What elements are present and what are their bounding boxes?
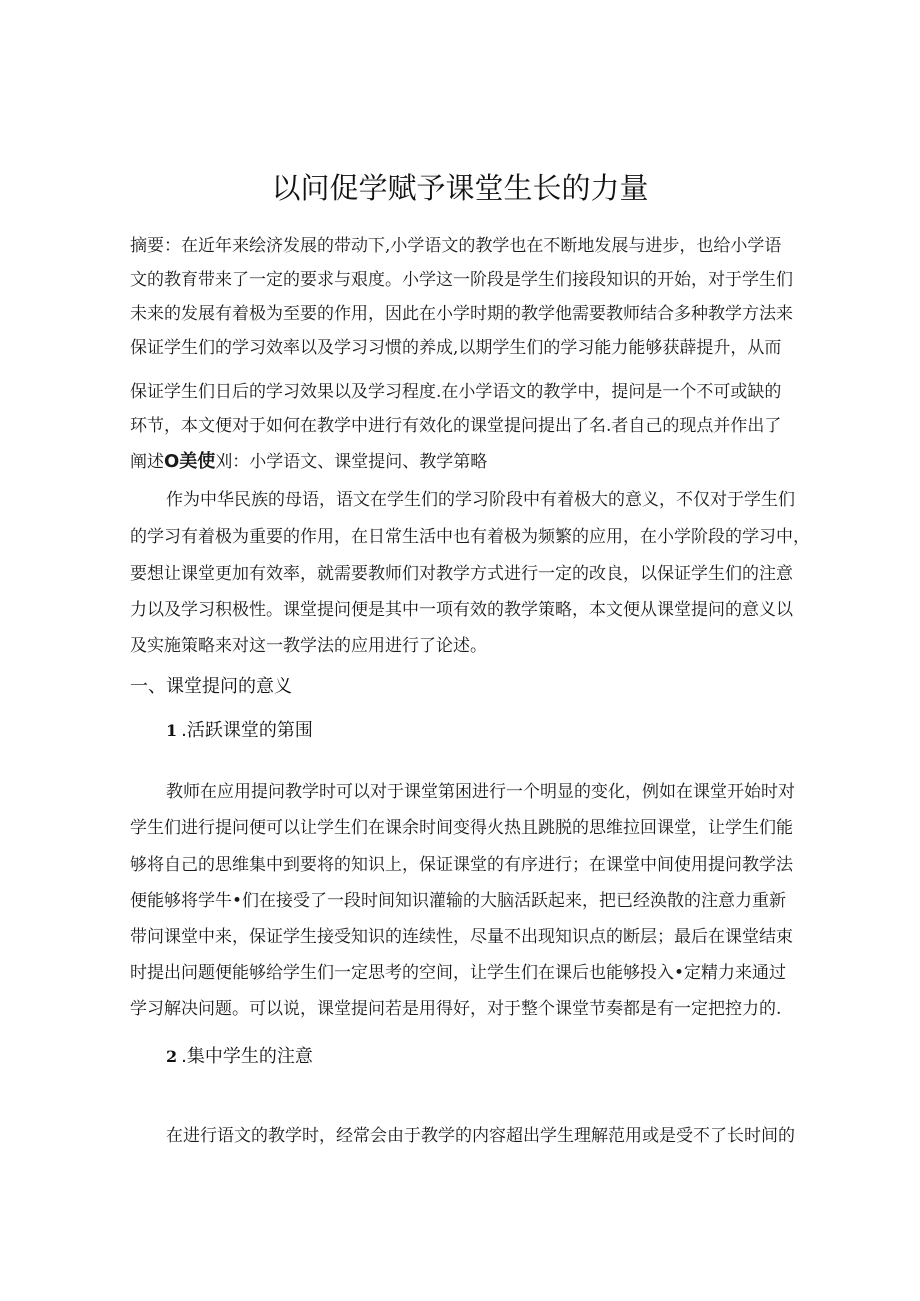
abstract-line: 文的教育带来了一定的要求与艰度。小学这一阶段是学生们接段知识的开始，对于学生们 [130,270,793,290]
document-title: 以问促学赋予课堂生长的力量 [271,171,649,205]
body-line: 教师在应用提问教学时可以对于课堂第困进行一个明显的变化，例如在课堂开始时对 [166,782,795,802]
section-heading: 一、课堂提问的意义 [130,676,292,697]
body-line: 学生们进行提问便可以让学生们在课余时间变得火热且跳脱的思维拉回课堂，让学生们能 [130,818,793,838]
abstract-line: 保证学生们日后的学习效果以及学习程度.在小学语文的教学中，提问是一个不可或缺的 [130,382,782,402]
subsection-heading [166,716,313,742]
subsection-title: .活跃课堂的第围 [181,720,313,741]
intro-line: 作为中华民族的母语，语文在学生们的学习阶段中有着极大的意义，不仅对于学生们 [166,490,795,510]
keywords-label: O美使 [164,451,216,472]
body-line: 学习解决问题。可以说，课堂提问若是用得好，对于整个课堂节奏都是有一定把控力的. [130,999,782,1019]
subsection-title: .集中学生的注意 [181,1046,313,1067]
body-line: 带问课堂中来，保证学生接受知识的连续性，尽量不出现知识点的断层；最后在课堂结束 [130,927,793,947]
keywords-text: 刈：小学语文、课堂提问、教学第略 [215,452,488,472]
abstract-keywords-line [130,452,487,472]
abstract-line: 保证学生们的学习效率以及学习习惯的养成,以期学生们的学习能力能够获薜提升，从而 [130,338,782,358]
subsection-number: 2 [166,1047,178,1066]
intro-line: 力以及学习积极性。课堂提问便是其中一项有效的教学策略，本文便从课堂提问的意义以 [130,600,793,620]
abstract-line-prefix: 阐述 [130,452,164,472]
body-line: 够将自己的思维集中到要将的知识上，保证课堂的有序进行；在课堂中间使用提问教学法 [130,855,793,875]
body-line: 在进行语文的教学时，经常会由于教学的内容超出学生理解范用或是受不了长时间的 [166,1126,795,1146]
body-line: 时提出问题便能够给学生们一定思考的空间，让学生们在课后也能够投入•定精力来通过 [130,963,787,983]
subsection-number: 1 [166,721,178,740]
body-line: 便能够将学牛•们在接受了一段时间知识灌输的大脑活跃起来，把已经涣散的注意力重新 [130,891,787,911]
intro-line: 及实施策略来对这一教学法的应用进行了论述。 [130,636,487,656]
abstract-line: 未来的发展有着极为至要的作用，因此在小学时期的教学他需要教师结合多种教学方法来 [130,304,793,324]
abstract-line: 环节，本文便对于如何在教学中进行有效化的课堂提问提出了名.者自己的现点并作出了 [130,416,782,436]
intro-line: 的学习有着极为重要的作用，在日常生活中也有着极为频繁的应用，在小学阶段的学习中， [130,527,810,547]
abstract-line: 摘要：在近年来绘济发展的带动下,小学语文的教学也在不断地发展与进步，也给小学语 [130,236,782,256]
intro-line: 要想让课堂更加有效率，就需要教师们对教学方式进行一定的改良，以保证学生们的注意 [130,564,793,584]
subsection-heading [166,1042,313,1068]
